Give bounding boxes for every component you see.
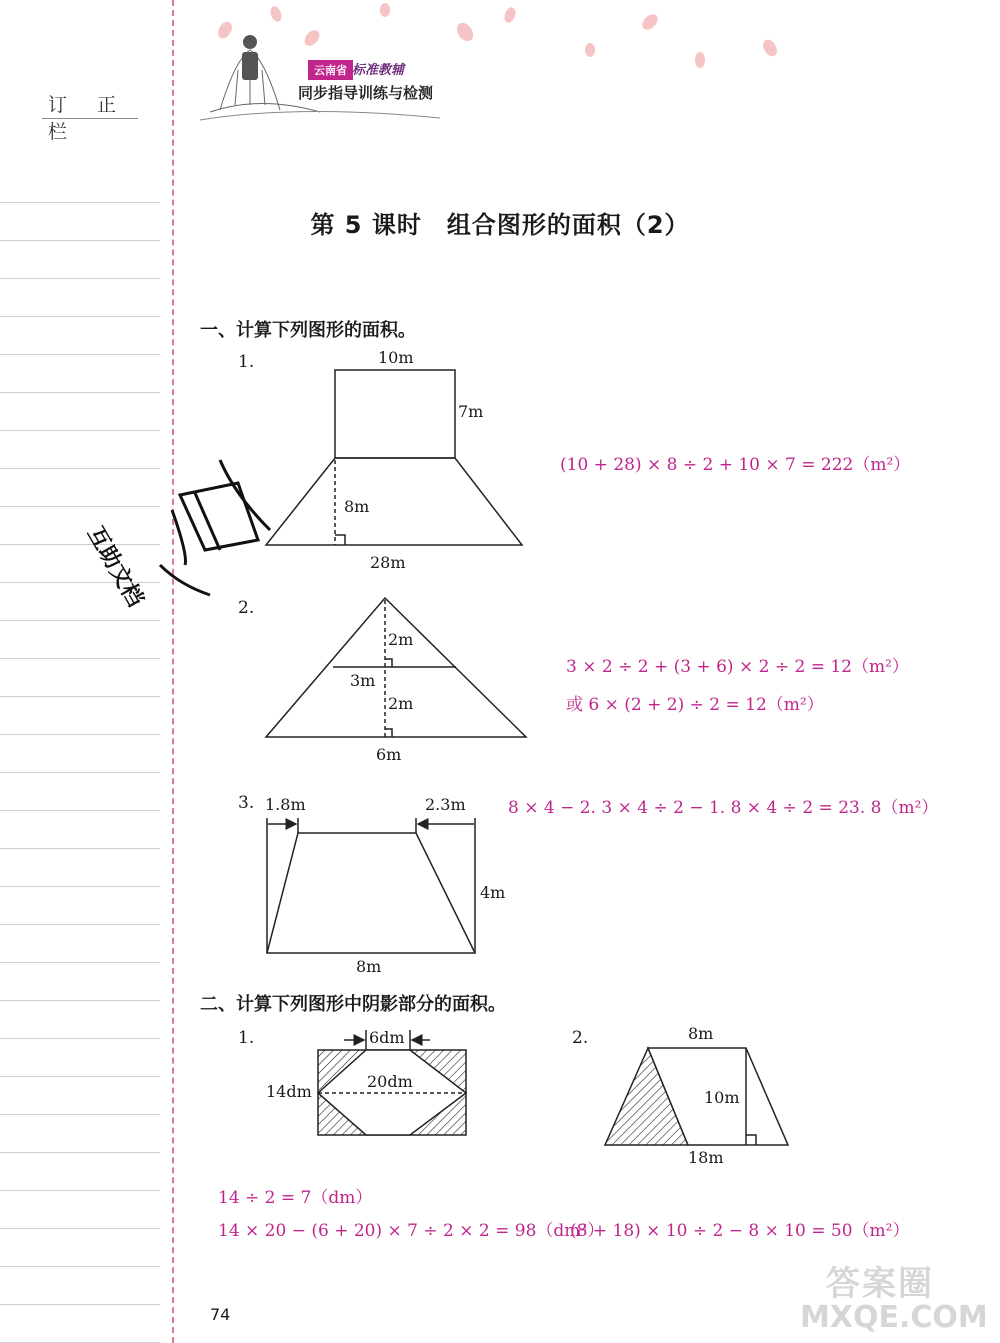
q1-answer: (10 + 28) × 8 ÷ 2 + 10 × 7 = 222（m²） bbox=[560, 455, 911, 475]
q2-answer-alt: 或 6 × (2 + 2) ÷ 2 = 12（m²） bbox=[566, 695, 824, 715]
q3-height-label: 4m bbox=[480, 883, 506, 902]
brand-name: 标准教辅 bbox=[352, 63, 405, 78]
section2-heading: 二、计算下列图形中阴影部分的面积。 bbox=[200, 994, 506, 1015]
s2q1-answer-2: 14 × 20 − (6 + 20) × 7 ÷ 2 × 2 = 98（dm²） bbox=[218, 1221, 605, 1241]
s2q1-height-label: 14dm bbox=[266, 1082, 312, 1101]
q2-lower-height-label: 2m bbox=[388, 694, 414, 713]
q1-number: 1. bbox=[238, 352, 255, 372]
s2q2-answer: (8 + 18) × 10 ÷ 2 − 8 × 10 = 50（m²） bbox=[570, 1221, 910, 1241]
correction-label: 订 正 栏 bbox=[48, 94, 129, 143]
q2-number: 2. bbox=[238, 598, 255, 618]
watermark-title: 答案圈 bbox=[826, 1264, 934, 1304]
s2q1-top-label: 6dm bbox=[369, 1028, 405, 1047]
q1-side-label: 7m bbox=[458, 402, 484, 421]
brand-subtitle: 同步指导训练与检测 bbox=[298, 84, 434, 102]
s2q2-base-label: 18m bbox=[688, 1148, 724, 1167]
q3-answer: 8 × 4 − 2. 3 × 4 ÷ 2 − 1. 8 × 4 ÷ 2 = 23. 8（m²） bbox=[508, 798, 939, 818]
s2q1-answer: 14 ÷ 2 = 7（dm） bbox=[218, 1188, 373, 1208]
q2-middle-label: 3m bbox=[350, 671, 376, 690]
q3-right-label: 2.3m bbox=[425, 795, 466, 814]
q2-answer: 3 × 2 ÷ 2 + (3 + 6) × 2 ÷ 2 = 12（m²） bbox=[566, 657, 909, 677]
q1-top-label: 10m bbox=[378, 348, 414, 367]
s2q1-number: 1. bbox=[238, 1028, 255, 1048]
brand-badge: 云南省 bbox=[308, 60, 353, 80]
q3-number: 3. bbox=[238, 793, 255, 813]
q3-base-label: 8m bbox=[356, 957, 382, 976]
q2-base-label: 6m bbox=[376, 745, 402, 764]
q1-height-label: 8m bbox=[344, 497, 370, 516]
s2q2-height-label: 10m bbox=[704, 1088, 740, 1107]
s2q2-top-label: 8m bbox=[688, 1024, 714, 1043]
q3-left-label: 1.8m bbox=[265, 795, 306, 814]
q2-upper-height-label: 2m bbox=[388, 630, 414, 649]
s2q1-width-label: 20dm bbox=[367, 1072, 413, 1091]
q1-base-label: 28m bbox=[370, 553, 406, 572]
page-number: 74 bbox=[210, 1305, 231, 1324]
stamp-text: 互助文档 bbox=[82, 522, 148, 612]
section1-heading: 一、计算下列图形的面积。 bbox=[200, 320, 416, 341]
watermark-url: MXQE.COM bbox=[800, 1300, 988, 1335]
lesson-title: 第 5 课时 组合图形的面积（2） bbox=[310, 211, 690, 239]
s2q2-number: 2. bbox=[572, 1028, 589, 1048]
